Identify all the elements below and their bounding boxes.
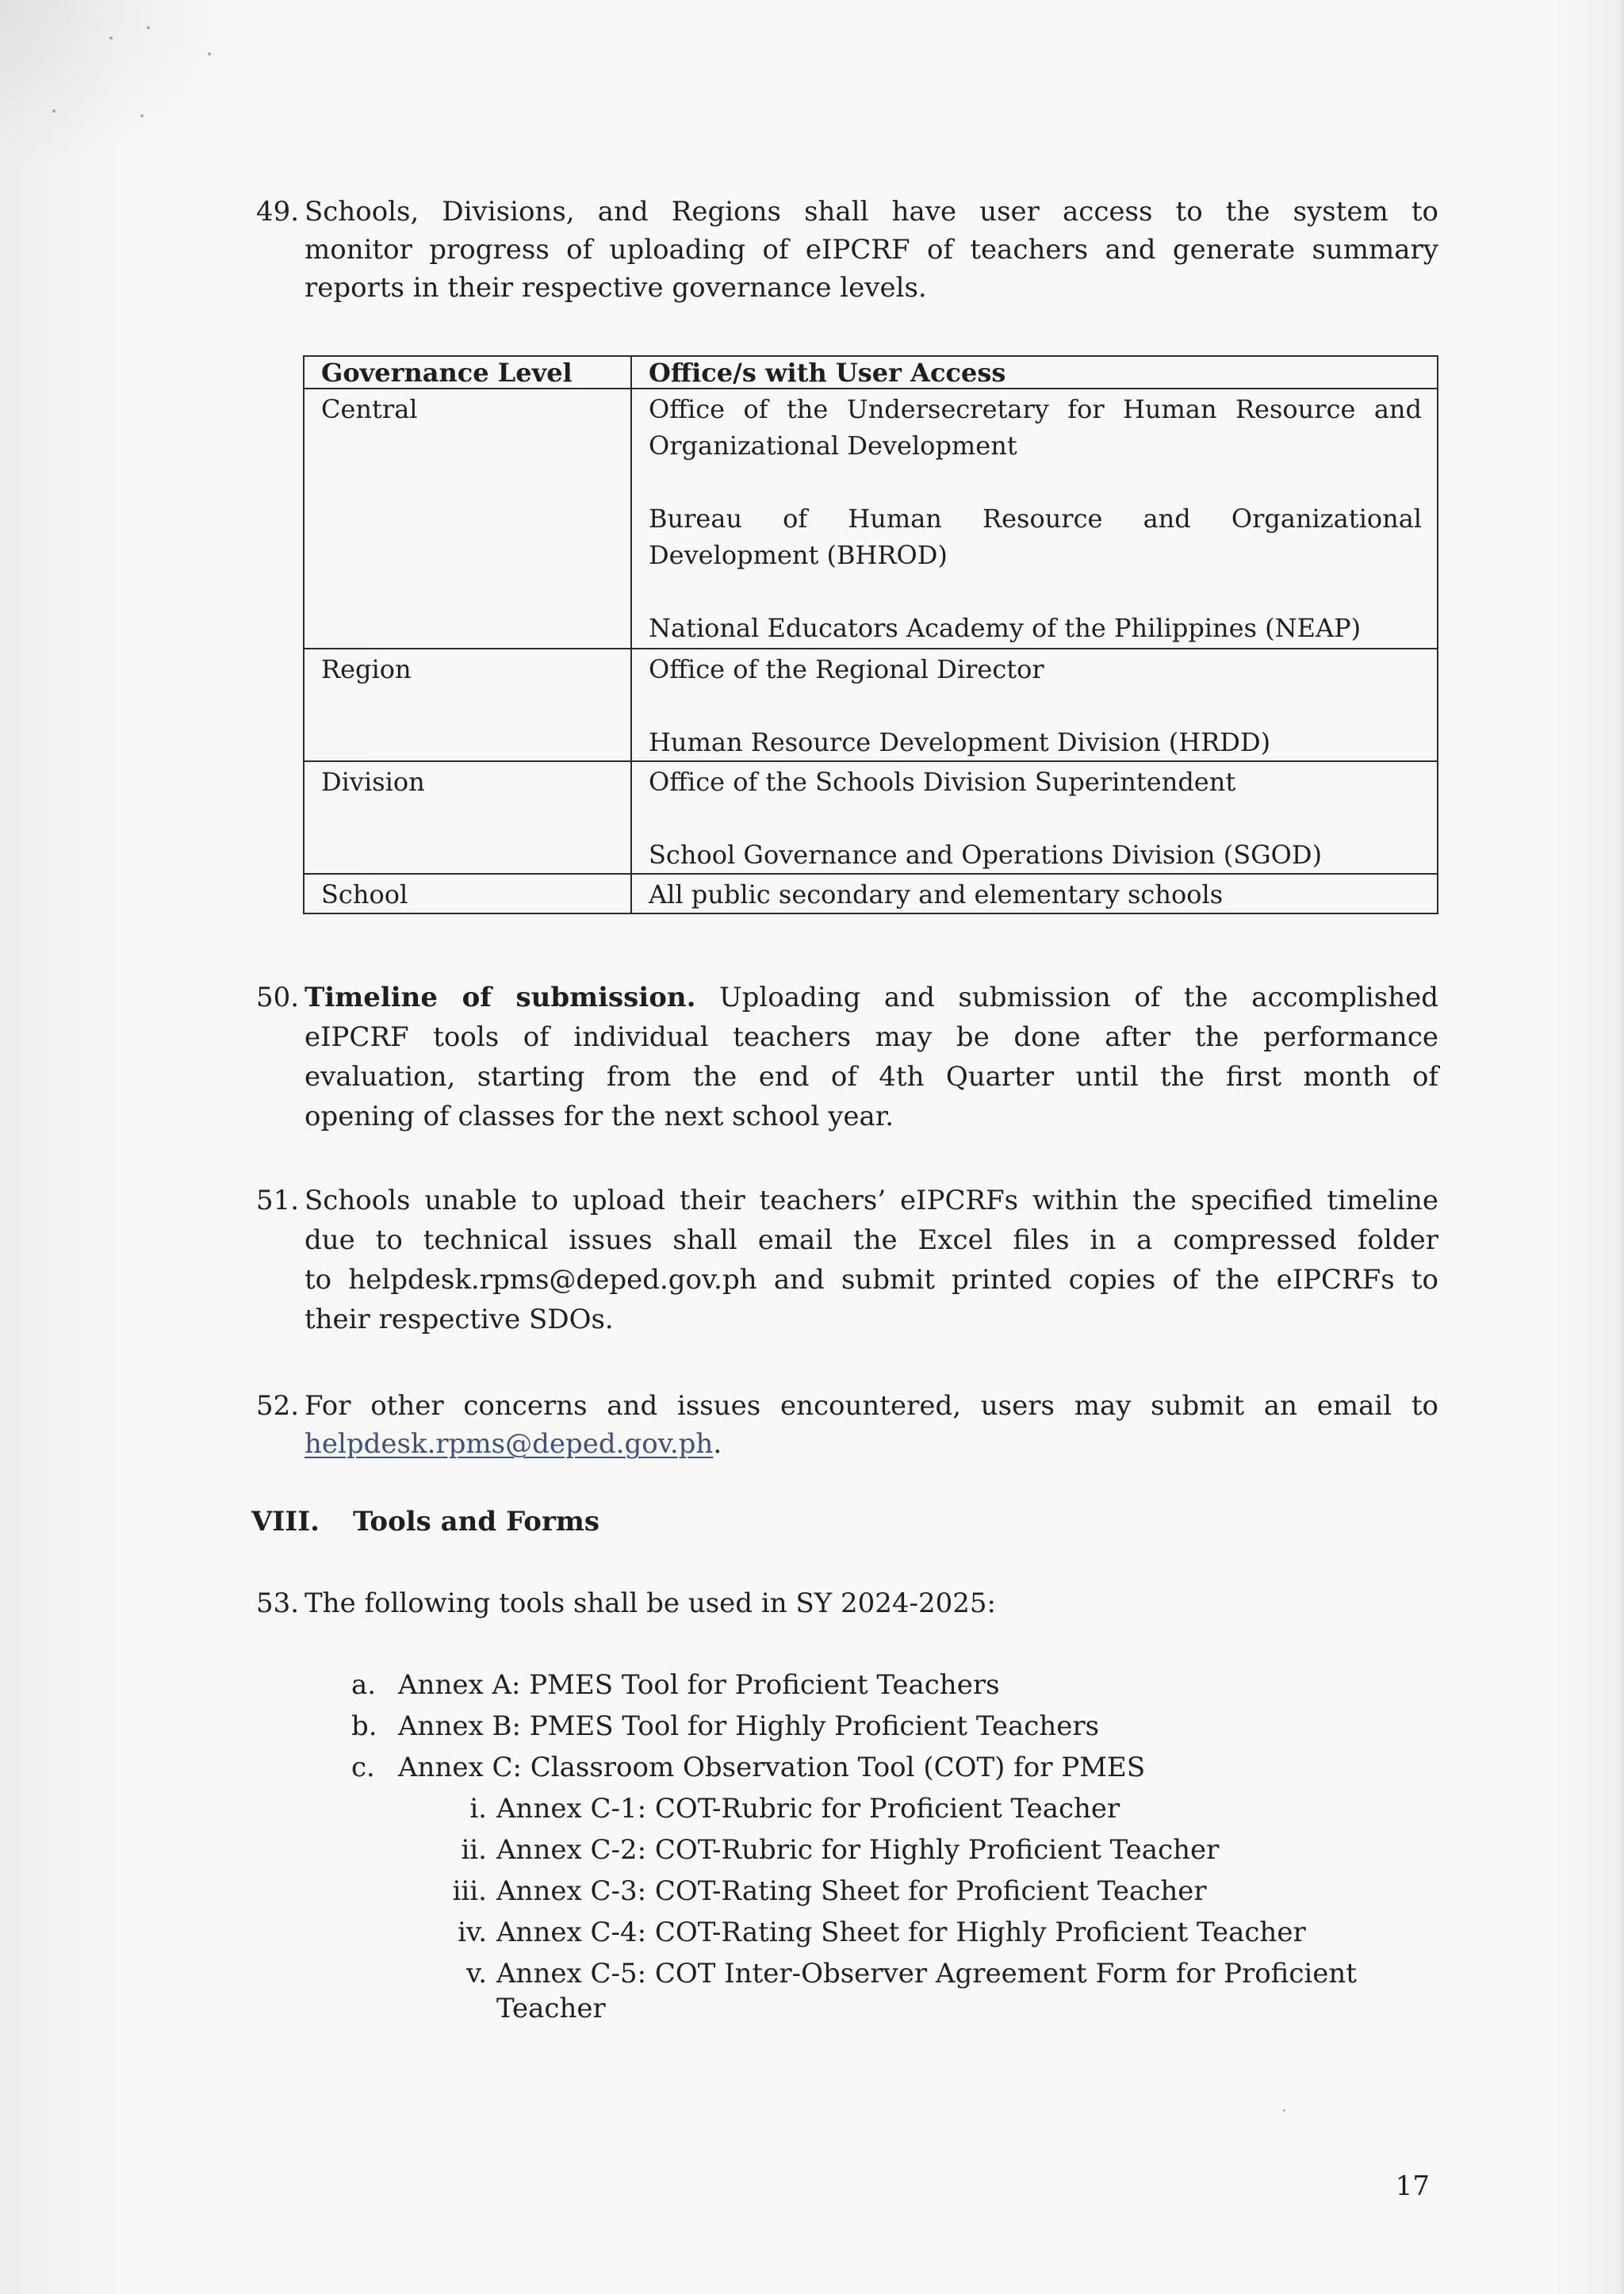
page-number: 17 bbox=[1395, 2170, 1430, 2202]
sub-list-marker: i. bbox=[469, 1793, 487, 1825]
paragraph-line-text: Uploading and submission of the accomplished bbox=[719, 982, 1438, 1013]
sub-list-item bbox=[428, 1871, 1438, 1912]
office-entry bbox=[649, 837, 1422, 873]
list-marker: c. bbox=[351, 1752, 375, 1783]
paragraph-number: 49. bbox=[256, 196, 300, 228]
paragraph-text bbox=[304, 1181, 1438, 1339]
office-entry bbox=[649, 500, 1422, 573]
offices-cell bbox=[631, 649, 1438, 761]
scan-speck bbox=[208, 52, 211, 56]
paragraph-number: 51. bbox=[256, 1185, 300, 1216]
offices-cell bbox=[631, 874, 1438, 913]
table-row-central bbox=[304, 389, 1438, 649]
office-line: Office of the Schools Division Superintendent bbox=[649, 767, 1236, 797]
sub-list-line: Teacher bbox=[496, 1993, 606, 2024]
section-heading bbox=[251, 1502, 599, 1541]
office-line: Office of the Regional Director bbox=[649, 654, 1044, 684]
paragraph-line: eIPCRF tools of individual teachers may be done after the performance bbox=[304, 1021, 1438, 1053]
list-item-group bbox=[351, 1747, 1438, 2023]
paragraph-line: The following tools shall be used in SY 2024-2025: bbox=[304, 1587, 996, 1619]
sub-list-item-text bbox=[496, 1871, 1207, 1912]
governance-level-cell: School bbox=[304, 874, 631, 913]
sentence-period: . bbox=[713, 1428, 722, 1460]
paragraph-number: 53. bbox=[256, 1587, 300, 1619]
paragraph-52 bbox=[256, 1387, 1438, 1463]
user-access-table-grid bbox=[303, 355, 1438, 914]
office-entry bbox=[649, 724, 1422, 760]
sub-list-line: Annex C-2: COT-Rubric for Highly Proficient Teacher bbox=[496, 1834, 1220, 1866]
paragraph-line: evaluation, starting from the end of 4th Quarter until the first month of bbox=[304, 1061, 1438, 1093]
table-header-row bbox=[304, 356, 1438, 389]
paragraph-51 bbox=[256, 1181, 1438, 1339]
paragraph-text bbox=[304, 1584, 1438, 1623]
office-line: Development (BHROD) bbox=[649, 540, 948, 570]
sub-list-item-text bbox=[496, 1788, 1120, 1829]
table-row-division bbox=[304, 761, 1438, 874]
paragraph-line: to helpdesk.rpms@deped.gov.ph and submit printed copies of the eIPCRFs to bbox=[304, 1264, 1438, 1296]
header-governance-level: Governance Level bbox=[304, 356, 631, 389]
header-offices-with-user-access: Office/s with User Access bbox=[631, 356, 1438, 389]
tools-list bbox=[351, 1664, 1438, 2023]
office-line: School Governance and Operations Division (SGOD) bbox=[649, 840, 1323, 870]
paragraph-number: 52. bbox=[256, 1390, 300, 1422]
offices-cell bbox=[631, 389, 1438, 649]
office-entry bbox=[649, 876, 1422, 913]
paragraph-line bbox=[304, 978, 1438, 1017]
paragraph-line: opening of classes for the next school year. bbox=[304, 1101, 894, 1132]
list-item bbox=[351, 1747, 1438, 1788]
paragraph-49 bbox=[256, 193, 1438, 307]
scan-speck bbox=[52, 109, 56, 113]
sub-list-marker: v. bbox=[466, 1958, 487, 1990]
sub-list-line: Annex C-5: COT Inter-Observer Agreement Form for Proficient bbox=[496, 1958, 1357, 1990]
list-item-text: Annex B: PMES Tool for Highly Proficient Teachers bbox=[398, 1710, 1100, 1742]
office-entry bbox=[649, 391, 1422, 464]
office-line: National Educators Academy of the Philippines (NEAP) bbox=[649, 613, 1362, 643]
office-line: Office of the Undersecretary for Human Resource and bbox=[649, 394, 1422, 424]
office-line: Human Resource Development Division (HRDD) bbox=[649, 727, 1271, 757]
sub-list-item-text bbox=[496, 1912, 1306, 1953]
paragraph-line: monitor progress of uploading of eIPCRF of teachers and generate summary bbox=[304, 234, 1438, 266]
scan-speck bbox=[1283, 2109, 1285, 2112]
table-row-school bbox=[304, 874, 1438, 913]
paragraph-lead-heading: Timeline of submission. bbox=[304, 982, 696, 1013]
governance-level-cell: Region bbox=[304, 649, 631, 761]
sub-list-line: Annex C-1: COT-Rubric for Proficient Teacher bbox=[496, 1793, 1120, 1825]
paragraph-line bbox=[304, 1425, 1438, 1463]
paragraph-text bbox=[304, 978, 1438, 1136]
list-marker: b. bbox=[351, 1710, 377, 1742]
list-marker: a. bbox=[351, 1669, 377, 1701]
office-line: Organizational Development bbox=[649, 431, 1017, 461]
list-item-text: Annex A: PMES Tool for Proficient Teachers bbox=[398, 1669, 1000, 1701]
sub-list-line: Annex C-4: COT-Rating Sheet for Highly Proficient Teacher bbox=[496, 1917, 1306, 1948]
sub-list-marker: ii. bbox=[461, 1834, 487, 1866]
paragraph-line: due to technical issues shall email the Excel files in a compressed folder bbox=[304, 1224, 1438, 1256]
sub-list bbox=[428, 1788, 1438, 2023]
paragraph-number: 50. bbox=[256, 982, 300, 1013]
paragraph-text bbox=[304, 193, 1438, 307]
sub-list-marker: iv. bbox=[458, 1917, 487, 1948]
governance-level-cell: Central bbox=[304, 389, 631, 649]
paragraph-line: their respective SDOs. bbox=[304, 1304, 614, 1335]
sub-list-item bbox=[428, 1953, 1438, 2023]
office-entry bbox=[649, 651, 1422, 687]
governance-level-cell: Division bbox=[304, 761, 631, 874]
scan-speck bbox=[140, 114, 144, 117]
sub-list-line: Annex C-3: COT-Rating Sheet for Proficient Teacher bbox=[496, 1875, 1207, 1907]
section-numeral: VIII. bbox=[251, 1506, 320, 1538]
scan-speck bbox=[109, 36, 113, 40]
scan-speck bbox=[147, 26, 150, 29]
list-item-text: Annex C: Classroom Observation Tool (COT) for PMES bbox=[398, 1752, 1146, 1783]
paragraph-text bbox=[304, 1387, 1438, 1463]
section-title: Tools and Forms bbox=[353, 1506, 599, 1538]
office-entry bbox=[649, 610, 1422, 646]
list-item bbox=[351, 1706, 1438, 1747]
paragraph-line: For other concerns and issues encountered, users may submit an email to bbox=[304, 1390, 1438, 1422]
office-entry bbox=[649, 764, 1422, 800]
helpdesk-email-link[interactable]: helpdesk.rpms@deped.gov.ph bbox=[304, 1428, 714, 1460]
table-header bbox=[304, 356, 1438, 389]
sub-list-marker: iii. bbox=[452, 1875, 487, 1907]
sub-list-item bbox=[428, 1912, 1438, 1953]
office-line: All public secondary and elementary schools bbox=[649, 879, 1224, 910]
table-row-region bbox=[304, 649, 1438, 761]
paragraph-line: Schools unable to upload their teachers’ eIPCRFs within the specified timeline bbox=[304, 1185, 1438, 1216]
sub-list-item bbox=[428, 1788, 1438, 1829]
sub-list-item-text bbox=[496, 1829, 1219, 1871]
table-body bbox=[304, 389, 1438, 913]
sub-list-item bbox=[428, 1829, 1438, 1871]
list-item bbox=[351, 1664, 1438, 1706]
paragraph-50 bbox=[256, 978, 1438, 1136]
paragraph-53 bbox=[256, 1584, 1438, 1623]
paragraph-line: Schools, Divisions, and Regions shall have user access to the system to bbox=[304, 196, 1438, 228]
offices-cell bbox=[631, 761, 1438, 874]
paragraph-line: reports in their respective governance levels. bbox=[304, 272, 927, 304]
office-line: Bureau of Human Resource and Organizational bbox=[649, 504, 1422, 534]
user-access-table bbox=[303, 355, 1438, 914]
sub-list-item-text bbox=[496, 1953, 1357, 2023]
